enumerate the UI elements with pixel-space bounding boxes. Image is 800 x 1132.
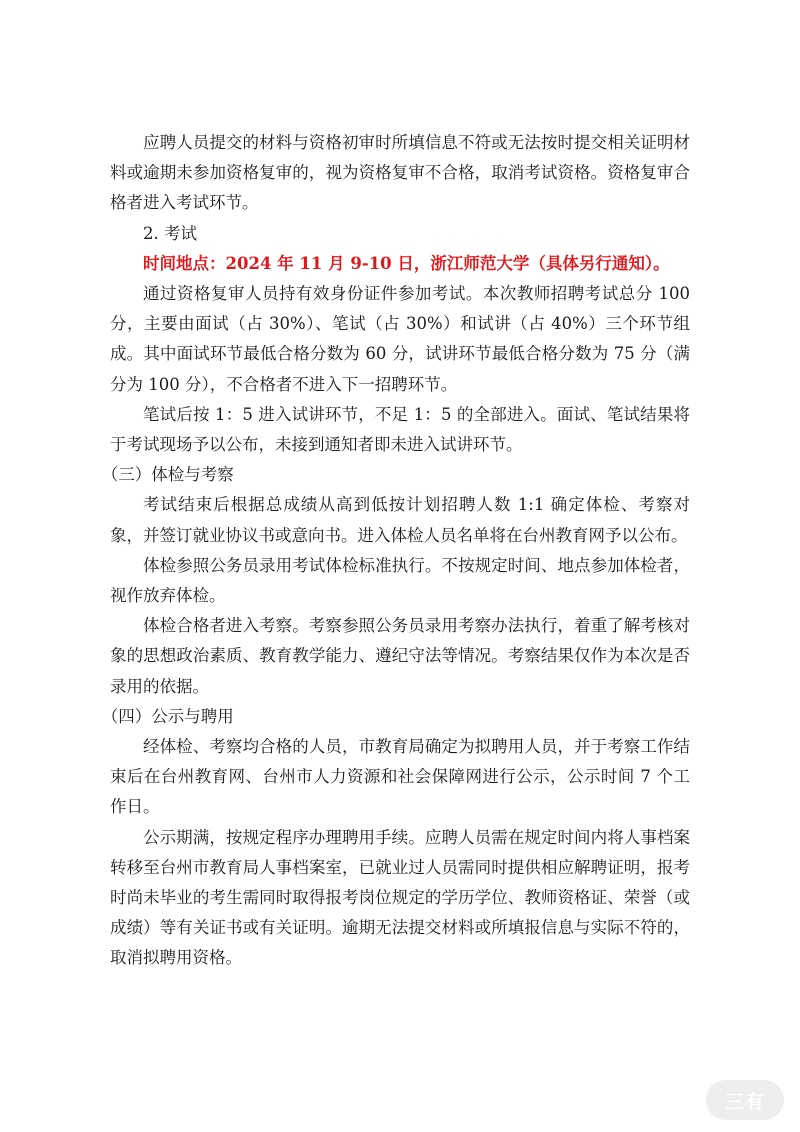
heading-publicity: （四）公示与聘用 xyxy=(101,706,234,726)
paragraph-exam-scoring: 通过资格复审人员持有效身份证件参加考试。本次教师招聘考试总分 100 分，主要由面试（占 30%）、笔试（占 30%）和试讲（占 40%）三个环节组成。其中面试环节最低合格分数为 60 分，试讲环节最低合格分数为 75 分（满分为 100 分），不合格者不进入下一招聘环节。 xyxy=(110,284,690,394)
heading-physical-exam: （三）体检与考察 xyxy=(101,465,234,485)
heading-exam: 2. 考试 xyxy=(143,223,197,243)
exam-time-location: 时间地点：2024 年 11 月 9-10 日，浙江师范大学（具体另行通知）。 xyxy=(143,253,670,273)
paragraph-publicity: 经体检、考察均合格的人员，市教育局确定为拟聘用人员，并于考察工作结束后在台州教育网、台州市人力资源和社会保障网进行公示，公示时间 7 个工作日。 xyxy=(110,737,690,817)
paragraph-employment: 公示期满，按规定程序办理聘用手续。应聘人员需在规定时间内将人事档案转移至台州市教育局人事档案室，已就业过人员需同时提供相应解聘证明，报考时尚未毕业的考生需同时取得报考岗位规定的学历学位、教师资格证、荣誉（或成绩）等有关证书或有关证明。逾期无法提交材料或所填报信息与实际不符的，取消拟聘用资格。 xyxy=(110,827,690,968)
paragraph-review-failure: 应聘人员提交的材料与资格初审时所填信息不符或无法按时提交相关证明材料或逾期未参加资格复审的，视为资格复审不合格，取消考试资格。资格复审合格者进入考试环节。 xyxy=(110,133,690,213)
watermark-logo: 三有 xyxy=(706,1080,784,1120)
paragraph-physical-selection: 考试结束后根据总成绩从高到低按计划招聘人数 1:1 确定体检、考察对象，并签订就业协议书或意向书。进入体检人员名单将在台州教育网予以公布。 xyxy=(110,495,690,545)
paragraph-physical-standard: 体检参照公务员录用考试体检标准执行。不按规定时间、地点参加体检者，视作放弃体检。 xyxy=(110,555,690,606)
paragraph-inspection: 体检合格者进入考察。考察参照公务员录用考察办法执行，着重了解考核对象的思想政治素质、教育教学能力、遵纪守法等情况。考察结果仅作为本次是否录用的依据。 xyxy=(110,616,690,696)
document-body xyxy=(101,128,690,974)
paragraph-written-exam: 笔试后按 1：5 进入试讲环节，不足 1：5 的全部进入。面试、笔试结果将于考试现场予以公布，未接到通知者即未进入试讲环节。 xyxy=(110,404,690,455)
